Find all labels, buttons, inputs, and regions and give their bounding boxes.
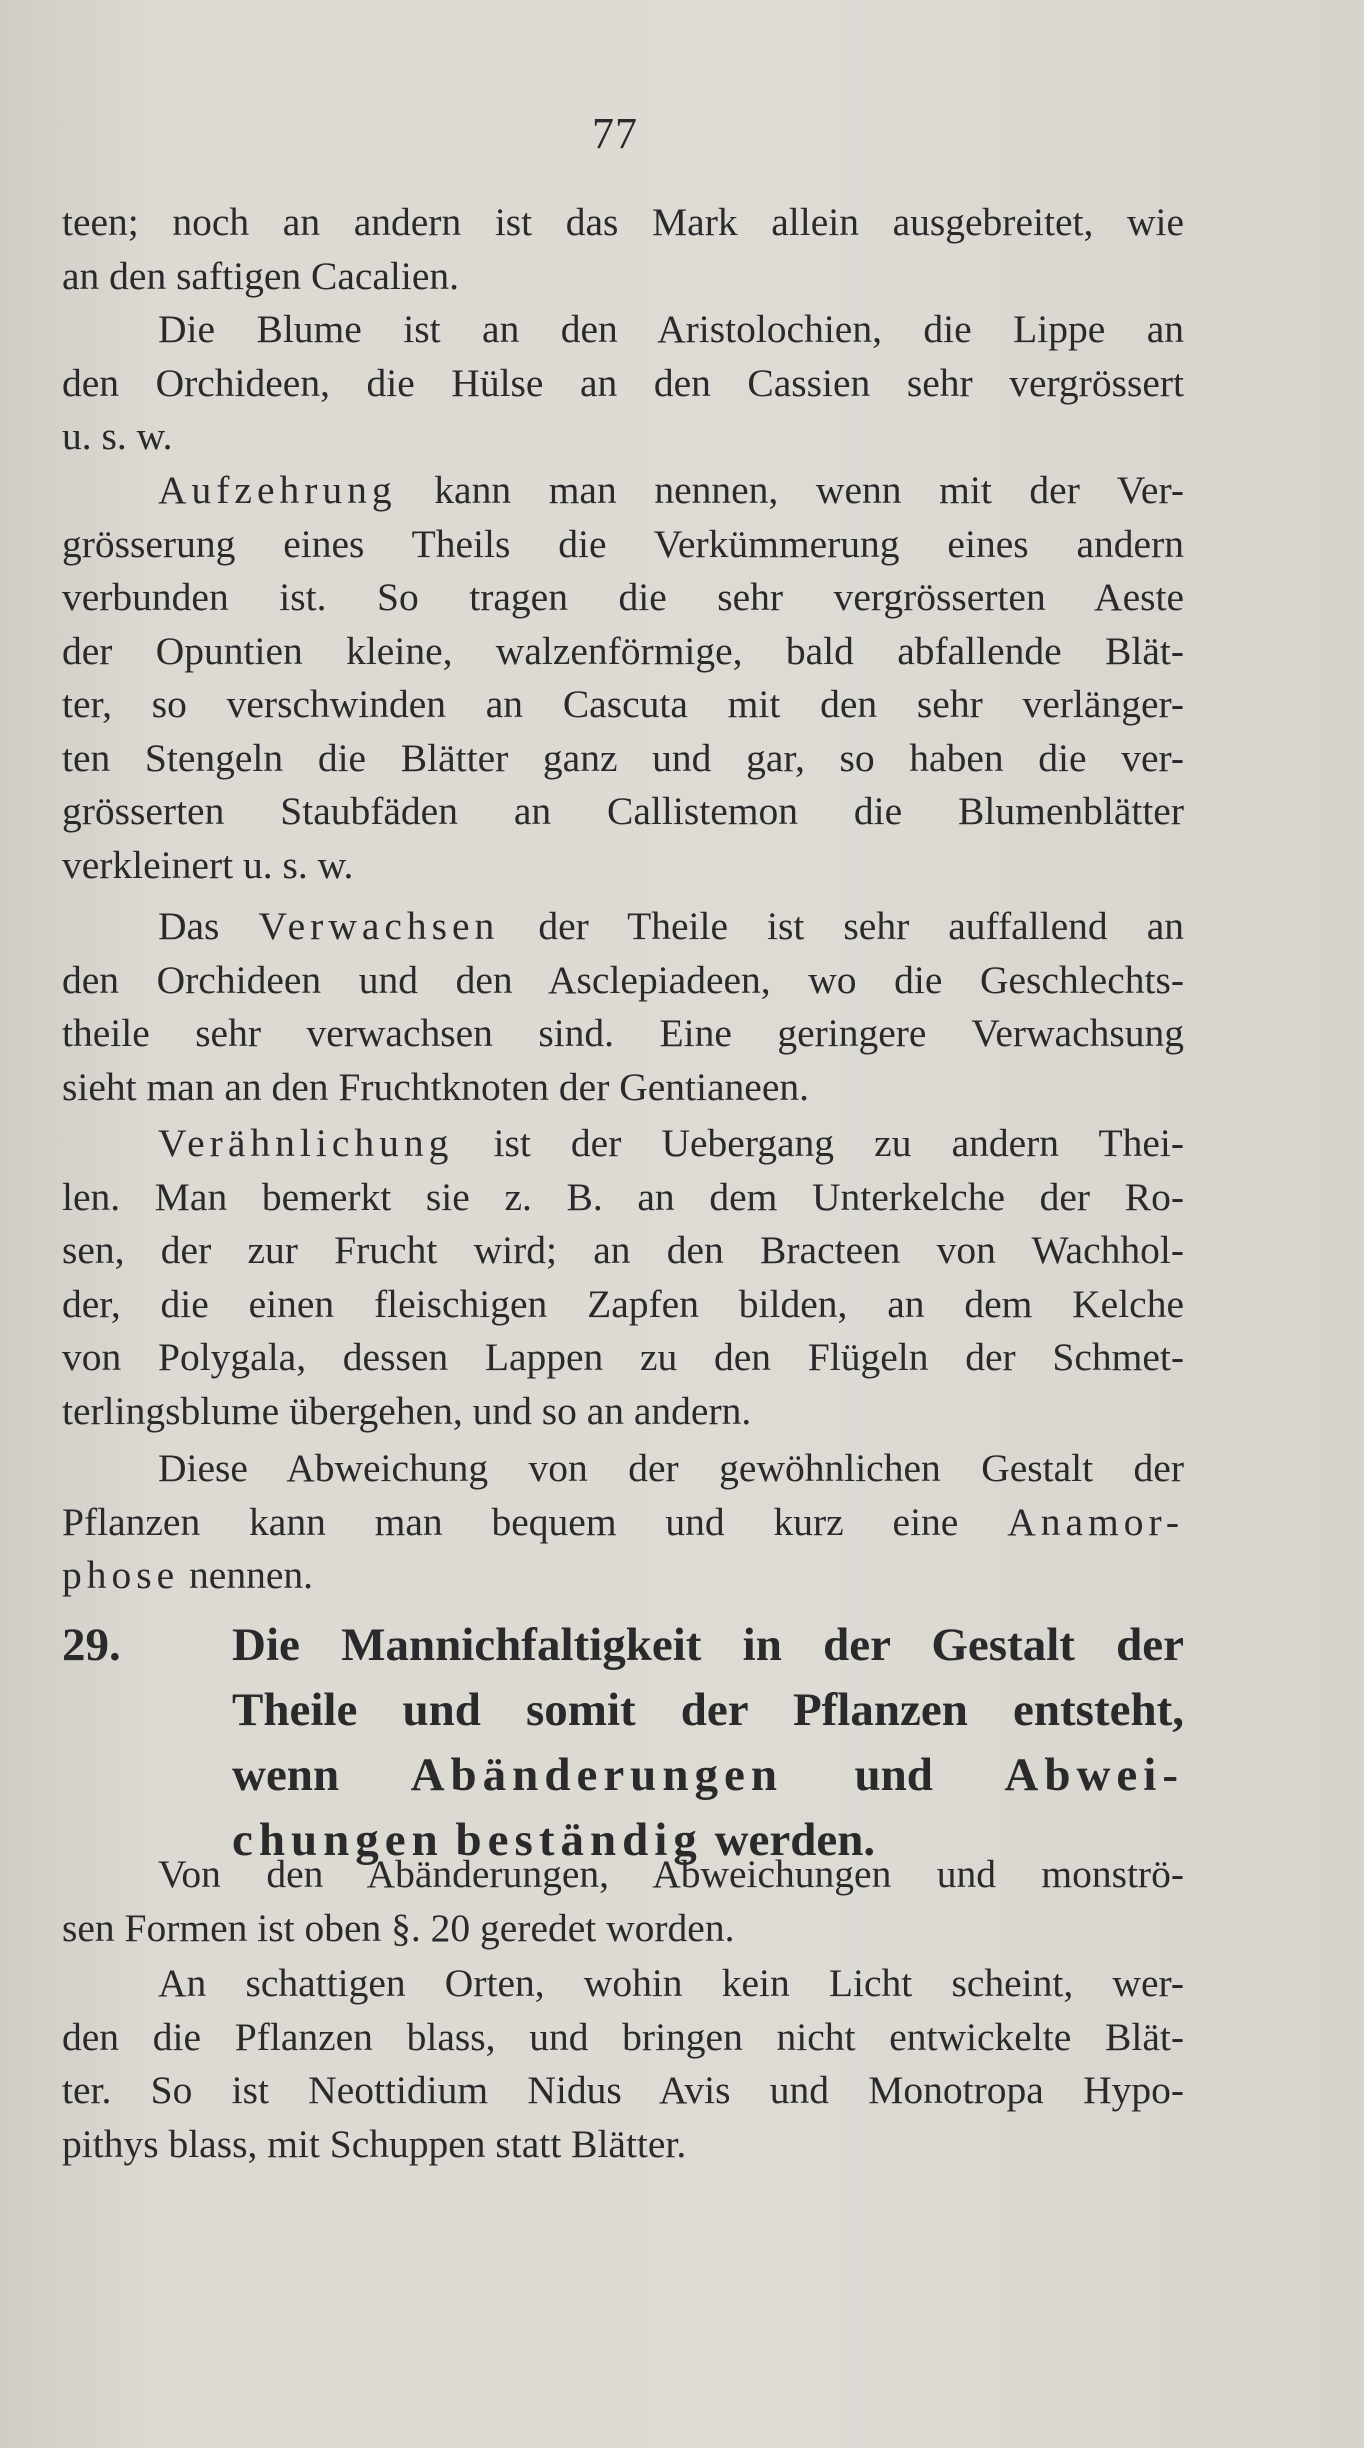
text-line: Die Blume ist an den Aristolochien, die Lippe an <box>158 307 1184 351</box>
term-veraehnlichung: Verähnlichung <box>158 1121 454 1165</box>
text-fragment: Das <box>158 904 259 948</box>
text-fragment: kann man nennen, wenn mit der Ver- <box>396 468 1184 512</box>
text-line: sieht man an den Fruchtknoten der Gentianeen. <box>62 1064 809 1109</box>
paragraph-cacalien <box>62 196 1184 303</box>
heading-line: Theile und somit der Pflanzen entsteht, <box>232 1684 1184 1736</box>
heading-line: Die Mannichfaltigkeit in der Gestalt der <box>232 1619 1184 1671</box>
heading-fragment: werden. <box>702 1814 876 1866</box>
text-line: verbunden ist. So tragen die sehr vergrösserten Aeste <box>62 575 1184 619</box>
text-line: len. Man bemerkt sie z. B. an dem Unterkelche der Ro- <box>62 1174 1184 1219</box>
term-anamorphose: Anamor- <box>1007 1499 1184 1544</box>
text-line <box>62 900 1184 954</box>
text-line: pithys blass, mit Schuppen statt Blätter. <box>62 2121 687 2166</box>
text-line: terlingsblume übergehen, und so an andern. <box>62 1388 752 1433</box>
text-line <box>62 1496 1184 1550</box>
text-fragment: nennen. <box>179 1553 313 1597</box>
term-verwachsen: Verwachsen <box>258 904 500 948</box>
heading-term: chungen <box>232 1814 444 1866</box>
text-line <box>62 464 1184 518</box>
heading-line <box>62 1743 1184 1808</box>
heading-fragment: wenn <box>232 1749 411 1801</box>
term-anamorphose-end: phose <box>62 1553 180 1597</box>
text-line: grösserung eines Theils die Verkümmerung eines andern <box>62 521 1184 566</box>
text-line: den Orchideen und den Asclepiadeen, wo die Geschlechts- <box>62 957 1184 1002</box>
paragraph-abaenderungen <box>62 1848 1184 1955</box>
term-aufzehrung: Aufzehrung <box>158 468 397 512</box>
paragraph-veraehnlichung <box>62 1117 1184 1438</box>
text-line: An schattigen Orten, wohin kein Licht scheint, wer- <box>158 1961 1184 2005</box>
text-fragment: ist der Uebergang zu andern Thei- <box>453 1121 1184 1165</box>
paragraph-anamorphose <box>62 1442 1184 1603</box>
text-line: ter. So ist Neottidium Nidus Avis und Monotropa Hypo- <box>62 2068 1184 2112</box>
text-line: den die Pflanzen blass, und bringen nicht entwickelte Blät- <box>62 2014 1184 2059</box>
text-line: sen Formen ist oben §. 20 geredet worden. <box>62 1905 735 1950</box>
heading-term: beständig <box>455 1814 703 1866</box>
heading-fragment: und <box>782 1749 1005 1801</box>
text-fragment: der Theile ist sehr auffallend an <box>499 904 1184 948</box>
text-line: von Polygala, dessen Lappen zu den Flügeln der Schmet- <box>62 1335 1184 1379</box>
text-line: verkleinert u. s. w. <box>62 842 354 887</box>
text-line: u. s. w. <box>62 414 173 458</box>
text-line: theile sehr verwachsen sind. Eine geringere Verwachsung <box>62 1011 1184 1055</box>
page-number: 77 <box>592 109 638 158</box>
paragraph-schattige-orte <box>62 1957 1184 2171</box>
text-line <box>62 1549 1184 1603</box>
text-line <box>62 1117 1184 1171</box>
text-line: sen, der zur Frucht wird; an den Bracteen von Wachhol- <box>62 1228 1184 1272</box>
text-line: Von den Abänderungen, Abweichungen und monströ- <box>158 1852 1184 1896</box>
paragraph-blume <box>62 303 1184 464</box>
section-heading-29 <box>62 1613 1184 1873</box>
text-line: ten Stengeln die Blätter ganz und gar, so haben die ver- <box>62 735 1184 780</box>
paragraph-verwachsen <box>62 900 1184 1114</box>
text-line: Diese Abweichung von der gewöhnlichen Gestalt der <box>158 1446 1184 1490</box>
text-line: ter, so verschwinden an Cascuta mit den sehr verlänger- <box>62 682 1184 726</box>
heading-term: Abänderungen <box>410 1749 783 1801</box>
text-line: an den saftigen Cacalien. <box>62 253 460 298</box>
text-fragment: Pflanzen kann man bequem und kurz eine <box>62 1499 1008 1544</box>
text-line: grösserten Staubfäden an Callistemon die Blumenblätter <box>62 789 1184 833</box>
text-line: der, die einen fleischigen Zapfen bilden, an dem Kelche <box>62 1281 1184 1326</box>
section-number: 29. <box>62 1619 121 1671</box>
text-line: der Opuntien kleine, walzenförmige, bald abfallende Blät- <box>62 628 1184 673</box>
text-line: teen; noch an andern ist das Mark allein ausgebreitet, wie <box>62 200 1184 244</box>
text-line: den Orchideen, die Hülse an den Cassien sehr vergrössert <box>62 360 1184 405</box>
heading-term: Abwei- <box>1004 1749 1184 1801</box>
paragraph-aufzehrung <box>62 464 1184 892</box>
